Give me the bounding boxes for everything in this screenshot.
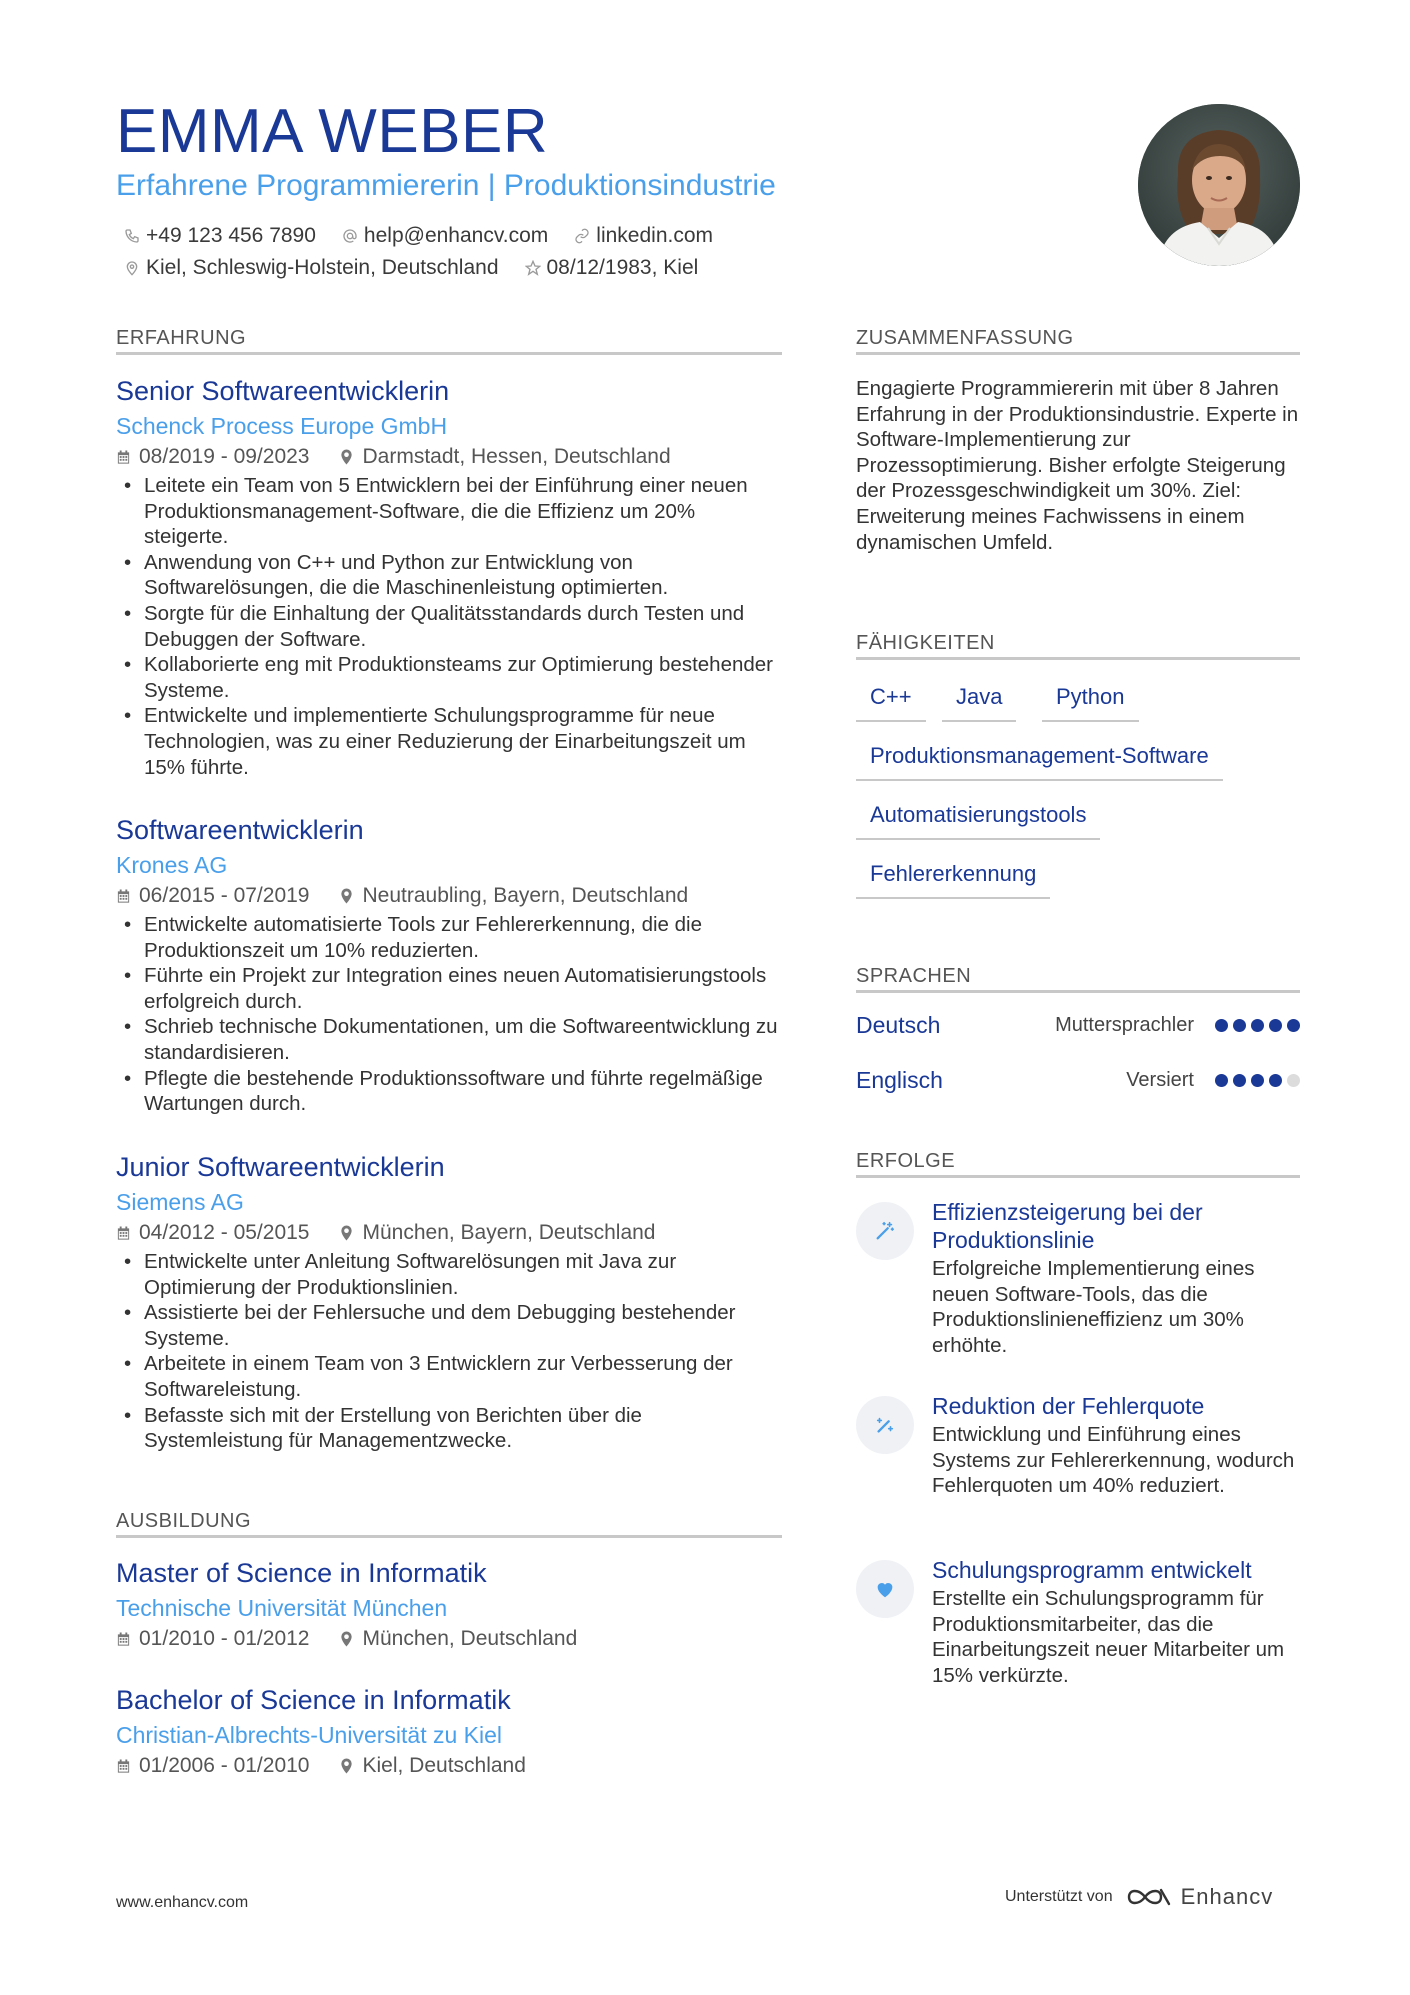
star-icon (525, 260, 541, 276)
job-bullet: • Leitete ein Team von 5 Entwicklern bei der Einführung einer neuen Produktionsmanagement-Software, die die Effizienz um 20% steigerte. (116, 473, 782, 550)
job-dates-text: 06/2015 - 07/2019 (139, 884, 310, 907)
job-title: Senior Softwareentwicklerin (116, 376, 450, 406)
job-location-text: Darmstadt, Hessen, Deutschland (362, 445, 671, 468)
education-location-text: München, Deutschland (362, 1627, 578, 1650)
rating-dot-filled (1287, 1019, 1300, 1032)
achievement-body (932, 1392, 1302, 1499)
languages-section-divider (856, 990, 1300, 993)
language-level: Muttersprachler (1055, 1014, 1194, 1036)
rating-dot-filled (1233, 1019, 1246, 1032)
achievement-desc: Erstellte ein Schulungsprogramm für Produktionsmitarbeiter, das die Einarbeitungszeit neuer Mitarbeiter um 15% verkürzte. (932, 1587, 1285, 1687)
education-meta (116, 1625, 782, 1653)
education-entry (116, 1556, 782, 1653)
rating-dot-filled (1251, 1074, 1264, 1087)
skill-tag: Python (1042, 682, 1139, 722)
skill-tag: C++ (856, 682, 926, 722)
job-meta (116, 1219, 782, 1247)
phone-icon (124, 228, 140, 244)
experience-section-title: ERFAHRUNG (116, 327, 247, 349)
calendar-icon (116, 449, 131, 465)
education-location (339, 1752, 525, 1780)
rating-dot-filled (1233, 1074, 1246, 1087)
job-bullet: • Führte ein Projekt zur Integration eines neuen Automatisierungstools erfolgreich durch. (116, 963, 782, 1014)
profile-photo (1138, 104, 1300, 266)
calendar-icon (116, 1758, 131, 1774)
skill-tag: Automatisierungstools (856, 800, 1100, 840)
language-rating-dots (1210, 1074, 1300, 1087)
language-row (856, 1067, 1300, 1094)
candidate-subtitle: Erfahrene Programmiererin | Produktionsindustrie (116, 169, 776, 202)
location-pin-icon (339, 1225, 354, 1241)
job-title: Junior Softwareentwicklerin (116, 1152, 445, 1182)
enhancv-logo-icon (1125, 1884, 1173, 1910)
job-dates (116, 882, 309, 910)
brand-name: Enhancv (1180, 1884, 1274, 1909)
job-entry (116, 1150, 782, 1454)
link-icon (574, 228, 590, 244)
job-bullet: • Entwickelte und implementierte Schulungsprogramme für neue Technologien, was zu einer Reduzierung der Einarbeitungszeit um 15% führte. (116, 703, 782, 780)
footer-website[interactable]: www.enhancv.com (116, 1894, 249, 1911)
contact-phone (124, 224, 316, 248)
language-rating-dots (1210, 1019, 1300, 1032)
contact-row-2 (124, 256, 724, 280)
location-pin-icon (339, 1758, 354, 1774)
achievement-title: Reduktion der Fehlerquote (932, 1393, 1205, 1419)
degree-title: Master of Science in Informatik (116, 1558, 487, 1588)
calendar-icon (116, 1631, 131, 1647)
summary-section-title: ZUSAMMENFASSUNG (856, 327, 1074, 349)
achievement-desc: Entwicklung und Einführung eines Systems zur Fehlererkennung, wodurch Fehlerquoten um 40% reduziert. (932, 1423, 1295, 1498)
job-entry (116, 374, 782, 780)
education-dates-text: 01/2010 - 01/2012 (139, 1627, 310, 1650)
location-pin-icon (339, 449, 354, 465)
language-level: Versiert (1126, 1069, 1194, 1091)
job-bullet: • Assistierte bei der Fehlersuche und dem Debugging bestehender Systeme. (116, 1300, 782, 1351)
job-company: Schenck Process Europe GmbH (116, 413, 448, 439)
summary-text: Engagierte Programmiererin mit über 8 Jahren Erfahrung in der Produktionsindustrie. Experte in Software-Implementierung zur Prozessoptimierung. Bisher erfolgte Steigerung der Prozessgeschwindigkeit um 30%. Ziel: Erweiterung meines Fachwissens in einem dynamischen Umfeld. (856, 377, 1299, 554)
job-location (339, 882, 688, 910)
calendar-icon (116, 1225, 131, 1241)
education-dates-text: 01/2006 - 01/2010 (139, 1754, 310, 1777)
contact-location (124, 256, 499, 280)
education-dates (116, 1625, 309, 1653)
location-pin-icon (124, 260, 140, 276)
skill-tag: Java (942, 682, 1016, 722)
profile-photo-image (1138, 104, 1300, 266)
job-location (339, 1219, 655, 1247)
location-text: Kiel, Schleswig-Holstein, Deutschland (146, 256, 499, 279)
job-company: Siemens AG (116, 1189, 244, 1215)
location-pin-icon (339, 888, 354, 904)
job-title: Softwareentwicklerin (116, 815, 364, 845)
rating-dot-filled (1215, 1074, 1228, 1087)
job-location-text: München, Bayern, Deutschland (362, 1221, 656, 1244)
language-proficiency (1126, 1069, 1300, 1092)
job-bullet: • Pflegte die bestehende Produktionssoftware und führte regelmäßige Wartungen durch. (116, 1066, 782, 1117)
job-dates (116, 1219, 309, 1247)
job-bullet: • Schrieb technische Dokumentationen, um die Softwareentwicklung zu standardisieren. (116, 1014, 782, 1065)
rating-dot-filled (1251, 1019, 1264, 1032)
job-bullet: • Anwendung von C++ und Python zur Entwicklung von Softwarelösungen, die die Maschinenleistung optimierten. (116, 550, 782, 601)
achievement-body (932, 1198, 1302, 1358)
job-location (339, 443, 670, 471)
education-section-divider (116, 1535, 782, 1538)
job-bullets (116, 912, 782, 1117)
rating-dot-empty (1287, 1074, 1300, 1087)
summary-section-divider (856, 352, 1300, 355)
linkedin-text[interactable]: linkedin.com (596, 224, 714, 247)
languages-section-title: SPRACHEN (856, 965, 972, 987)
job-bullet: • Entwickelte unter Anleitung Softwarelösungen mit Java zur Optimierung der Produktionslinien. (116, 1249, 782, 1300)
job-company: Krones AG (116, 852, 228, 878)
experience-section-divider (116, 352, 782, 355)
education-meta (116, 1752, 782, 1780)
phone-text: +49 123 456 7890 (146, 224, 316, 247)
achievement-title: Effizienzsteigerung bei der Produktionslinie (932, 1199, 1203, 1253)
job-bullets (116, 473, 782, 780)
achievement-desc: Erfolgreiche Implementierung eines neuen Software-Tools, das die Produktionslinieneffizienz um 30% erhöhte. (932, 1257, 1255, 1357)
footer-powered-by (1005, 1884, 1273, 1910)
achievement-body (932, 1556, 1302, 1688)
rating-dot-filled (1269, 1019, 1282, 1032)
job-dates (116, 443, 309, 471)
job-dates-text: 08/2019 - 09/2023 (139, 445, 310, 468)
job-bullet: • Arbeitete in einem Team von 3 Entwicklern zur Verbesserung der Softwareleistung. (116, 1351, 782, 1402)
school-name: Technische Universität München (116, 1595, 448, 1621)
at-icon (342, 228, 358, 244)
job-entry (116, 813, 782, 1117)
job-bullet: • Entwickelte automatisierte Tools zur Fehlererkennung, die die Produktionszeit um 10% reduzierten. (116, 912, 782, 963)
contact-row-1 (124, 224, 739, 248)
rating-dot-filled (1215, 1019, 1228, 1032)
language-name: Englisch (856, 1067, 943, 1093)
job-bullet: • Kollaborierte eng mit Produktionsteams zur Optimierung bestehender Systeme. (116, 652, 782, 703)
language-row (856, 1012, 1300, 1039)
job-meta (116, 882, 782, 910)
wand-sparkle-icon (856, 1396, 914, 1454)
powered-by-text: Unterstützt von (1005, 1888, 1113, 1905)
calendar-icon (116, 888, 131, 904)
degree-title: Bachelor of Science in Informatik (116, 1685, 511, 1715)
job-meta (116, 443, 782, 471)
email-text[interactable]: help@enhancv.com (363, 224, 549, 247)
location-pin-icon (339, 1631, 354, 1647)
heart-icon (856, 1560, 914, 1618)
contact-linkedin[interactable] (574, 224, 713, 248)
job-bullet: • Befasste sich mit der Erstellung von Berichten über die Systemleistung für Managementzwecke. (116, 1403, 782, 1454)
skill-tag: Fehlererkennung (856, 859, 1050, 899)
education-section-title: AUSBILDUNG (116, 1510, 252, 1532)
education-location (339, 1625, 577, 1653)
education-entry (116, 1683, 782, 1780)
job-dates-text: 04/2012 - 05/2015 (139, 1221, 310, 1244)
job-location-text: Neutraubling, Bayern, Deutschland (362, 884, 689, 907)
skills-section-divider (856, 657, 1300, 660)
magic-wand-icon (856, 1202, 914, 1260)
education-dates (116, 1752, 309, 1780)
contact-birth (525, 256, 699, 280)
rating-dot-filled (1269, 1074, 1282, 1087)
birth-text: 08/12/1983, Kiel (546, 256, 699, 279)
skills-section-title: FÄHIGKEITEN (856, 632, 995, 654)
candidate-name: EMMA WEBER (116, 97, 549, 166)
education-location-text: Kiel, Deutschland (362, 1754, 526, 1777)
job-bullets (116, 1249, 782, 1454)
achievement-title: Schulungsprogramm entwickelt (932, 1557, 1252, 1583)
contact-email[interactable] (342, 224, 548, 248)
achievements-section-divider (856, 1175, 1300, 1178)
skill-tag: Produktionsmanagement-Software (856, 741, 1223, 781)
language-proficiency (1055, 1014, 1300, 1037)
school-name: Christian-Albrechts-Universität zu Kiel (116, 1722, 503, 1748)
language-name: Deutsch (856, 1012, 941, 1038)
job-bullet: • Sorgte für die Einhaltung der Qualitätsstandards durch Testen und Debuggen der Software. (116, 601, 782, 652)
achievements-section-title: ERFOLGE (856, 1150, 956, 1172)
